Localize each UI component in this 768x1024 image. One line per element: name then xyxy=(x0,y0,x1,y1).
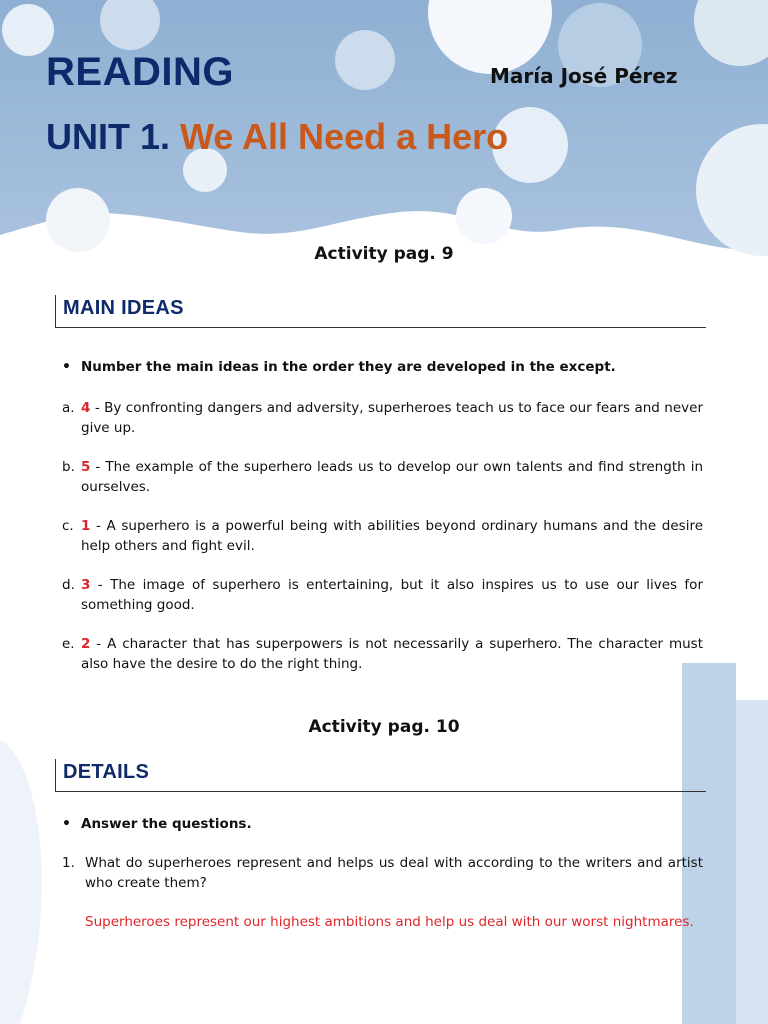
list-item xyxy=(62,516,703,556)
unit-label: UNIT 1. xyxy=(46,116,171,157)
question-item xyxy=(62,853,703,893)
item-letter: e. xyxy=(62,636,75,652)
item-number: 1 xyxy=(81,518,91,534)
instruction-text: Answer the questions. xyxy=(81,816,252,832)
item-letter: b. xyxy=(62,459,75,475)
author-name: María José Pérez xyxy=(490,64,678,88)
question-text: What do superheroes represent and helps us deal with according to the writers and artist who create them? xyxy=(85,855,703,891)
item-number: 5 xyxy=(81,459,91,475)
item-text: - By confronting dangers and adversity, superheroes teach us to face our fears and never give up. xyxy=(81,400,703,436)
list-item xyxy=(62,457,703,497)
bullet-icon: • xyxy=(62,359,71,375)
activity-heading: Activity pag. 9 xyxy=(314,244,454,264)
section-heading-details: DETAILS xyxy=(55,759,706,792)
list-item xyxy=(62,398,703,438)
item-number: 4 xyxy=(81,400,91,416)
bullet-icon: • xyxy=(62,816,71,832)
list-item xyxy=(62,634,703,674)
item-number: 3 xyxy=(81,577,91,593)
item-letter: c. xyxy=(62,518,74,534)
item-text: - The example of the superhero leads us to develop our own talents and find strength in ourselves. xyxy=(81,459,703,495)
page-title: READING xyxy=(46,50,234,94)
list-item xyxy=(62,575,703,615)
instruction-bullet xyxy=(62,359,702,375)
instruction-text: Number the main ideas in the order they are developed in the except. xyxy=(81,359,616,375)
unit-title xyxy=(46,116,508,158)
item-text: - A superhero is a powerful being with abilities beyond ordinary humans and the desire help others and fight evil. xyxy=(81,518,703,554)
item-letter: d. xyxy=(62,577,75,593)
item-number: 2 xyxy=(81,636,91,652)
unit-subtitle: We All Need a Hero xyxy=(180,116,509,157)
item-letter: a. xyxy=(62,400,75,416)
answer-text: Superheroes represent our highest ambitions and help us deal with our worst nightmares. xyxy=(85,914,694,930)
instruction-bullet xyxy=(62,816,702,832)
activity-heading: Activity pag. 10 xyxy=(308,717,460,737)
section-heading-main-ideas: MAIN IDEAS xyxy=(55,295,706,328)
question-number: 1. xyxy=(62,855,75,871)
item-text: - The image of superhero is entertaining, but it also inspires us to use our lives for something good. xyxy=(81,577,703,613)
item-text: - A character that has superpowers is not necessarily a superhero. The character must also have the desire to do the right thing. xyxy=(81,636,703,672)
